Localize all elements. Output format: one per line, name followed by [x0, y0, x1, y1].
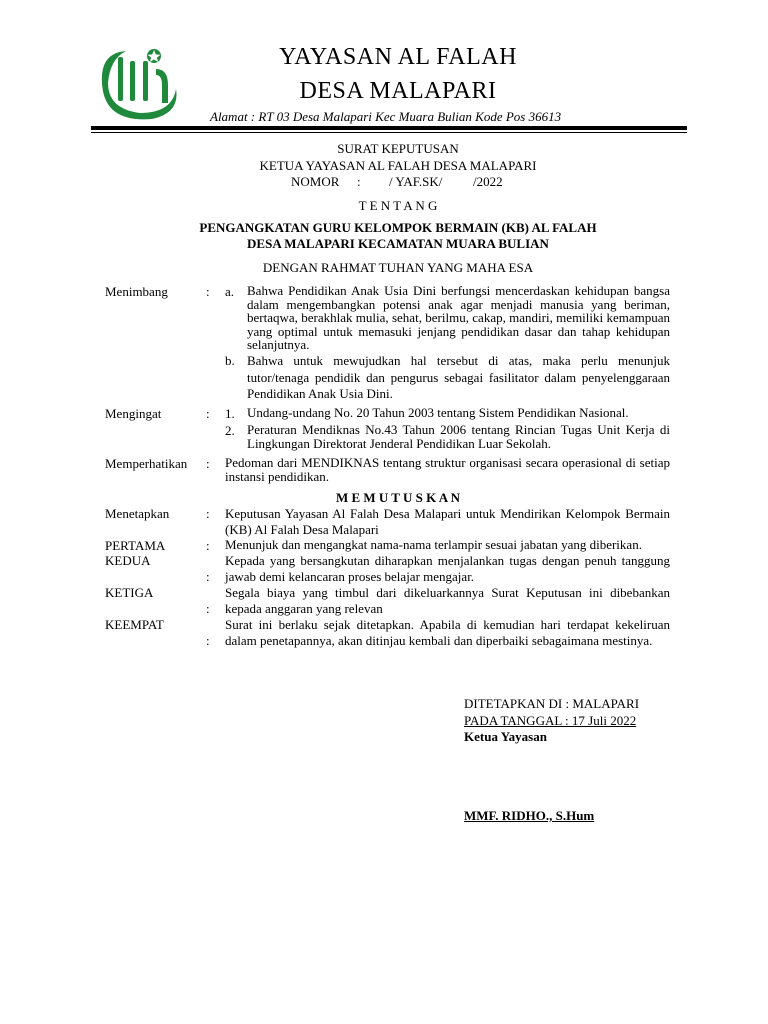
nomor-year: /2022 [473, 174, 503, 189]
org-address: Alamat : RT 03 Desa Malapari Kec Muara Bulian Kode Pos 36613 [210, 109, 562, 124]
menimbang-label: Menimbang [105, 284, 168, 299]
memutuskan-heading: M E M U T U S K A N [335, 490, 461, 505]
memperhatikan-colon: : [206, 456, 210, 471]
menetapkan-colon: : [206, 506, 210, 521]
signature-role: Ketua Yayasan [464, 729, 547, 744]
org-name-line2: DESA MALAPARI [299, 78, 497, 104]
keempat-label: KEEMPAT [105, 617, 164, 632]
kedua-colon: : [206, 569, 210, 584]
signatory-name: MMF. RIDHO., S.Hum [464, 808, 595, 823]
subject-line2: DESA MALAPARI KECAMATAN MUARA BULIAN [247, 236, 549, 251]
header-rule-thin [91, 132, 687, 133]
ketiga-label: KETIGA [105, 585, 154, 600]
subject-line1: PENGANGKATAN GURU KELOMPOK BERMAIN (KB) AL FALAH [199, 220, 597, 235]
doc-issuer: KETUA YAYASAN AL FALAH DESA MALAPARI [259, 158, 537, 173]
menimbang-b-marker: b. [225, 353, 235, 368]
pertama-colon: : [206, 538, 210, 553]
ketiga-text: Segala biaya yang timbul dari dikeluarkannya Surat Keputusan ini dibebankan kepada anggaran yang relevan [225, 585, 670, 616]
kedua-text: Kepada yang bersangkutan diharapkan menjalankan tugas dengan penuh tanggung jawab demi kelancaran proses belajar mengajar. [225, 553, 670, 584]
menimbang-a-marker: a. [225, 284, 235, 299]
rahmat-line: DENGAN RAHMAT TUHAN YANG MAHA ESA [262, 260, 534, 275]
menimbang-a-text: Bahwa Pendidikan Anak Usia Dini berfungsi mencerdaskan kehidupan bangsa dalam mengembangkan potensi anak agar menjadi manusia yang beriman, bertaqwa, berakhlak mulia, sehat, berilmu, cakap, mandiri, memiliki kemampuan yang optimal untuk memasuki jenjang pendidikan dasar dan tahap kehidupan selanjutnya. [247, 283, 670, 352]
nomor-value: / YAF.SK/ [389, 174, 443, 189]
menimbang-colon: : [206, 284, 210, 299]
menimbang-b-text: Bahwa untuk mewujudkan hal tersebut di atas, maka perlu menunjuk tutor/tenaga pendidik dan pengurus sebagai fasilitator dalam penyelenggaraan Pendidikan Anak Usia Dini. [247, 353, 670, 401]
org-name-line1: YAYASAN AL FALAH [279, 44, 517, 70]
memperhatikan-label: Memperhatikan [105, 456, 188, 471]
nomor-colon: : [357, 174, 361, 189]
ketiga-colon: : [206, 601, 210, 616]
mengingat-2-text: Peraturan Mendiknas No.43 Tahun 2006 tentang Rincian Tugas Unit Kerja di Lingkungan Direktorat Jenderal Pendidikan Luar Sekolah. [247, 422, 670, 451]
tentang-heading: T E N T A N G [358, 198, 438, 213]
header-rule-thick [91, 126, 687, 130]
mengingat-1-text: Undang-undang No. 20 Tahun 2003 tentang Sistem Pendidikan Nasional. [247, 405, 629, 420]
signature-date: PADA TANGGAL : 17 Juli 2022 [464, 713, 637, 728]
nomor-label: NOMOR [291, 174, 340, 189]
doc-title: SURAT KEPUTUSAN [337, 141, 459, 156]
kedua-label: KEDUA [105, 553, 151, 568]
mengingat-1-marker: 1. [225, 406, 235, 421]
mengingat-2-marker: 2. [225, 423, 235, 438]
pertama-label: PERTAMA [105, 538, 166, 553]
mengingat-label: Mengingat [105, 406, 162, 421]
keempat-colon: : [206, 633, 210, 648]
menetapkan-label: Menetapkan [105, 506, 170, 521]
keempat-text: Surat ini berlaku sejak ditetapkan. Apabila di kemudian hari terdapat kekeliruan dalam penetapannya, akan ditinjau kembali dan diperbaiki sebagaimana mestinya. [225, 617, 670, 648]
memperhatikan-text: Pedoman dari MENDIKNAS tentang struktur organisasi secara operasional di setiap instansi pendidikan. [225, 455, 670, 484]
pertama-text: Menunjuk dan mengangkat nama-nama terlampir sesuai jabatan yang diberikan. [225, 537, 642, 552]
mengingat-colon: : [206, 406, 210, 421]
signature-place: DITETAPKAN DI : MALAPARI [464, 696, 640, 711]
menetapkan-text: Keputusan Yayasan Al Falah Desa Malapari untuk Mendirikan Kelompok Bermain (KB) Al Falah Desa Malapari [225, 506, 670, 537]
